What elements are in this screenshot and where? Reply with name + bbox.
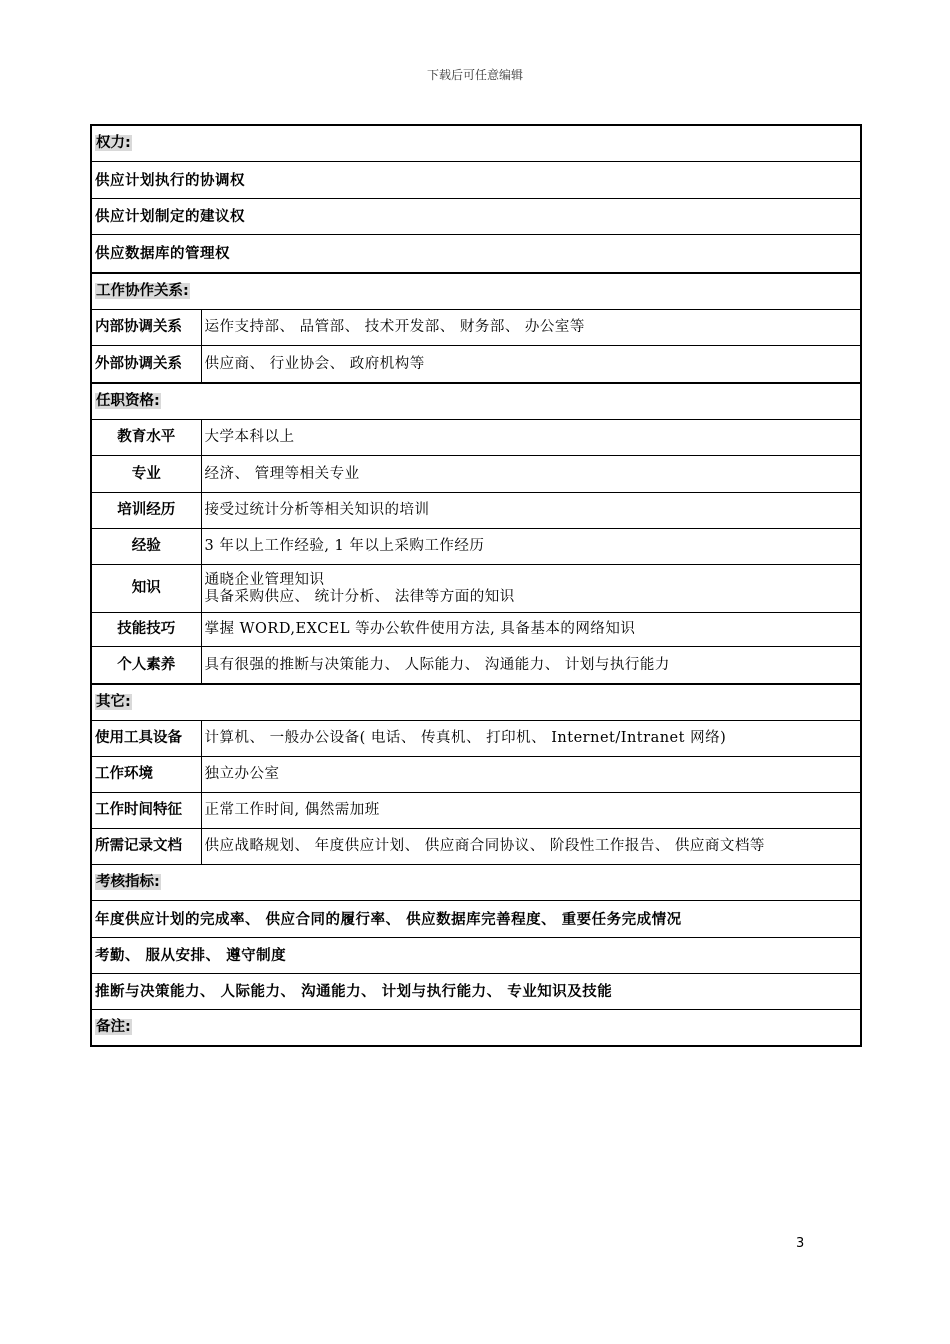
- records-label: 所需记录文档: [91, 829, 201, 865]
- table-row: [91, 721, 861, 757]
- table-row: [91, 757, 861, 793]
- major-value: 经济、 管理等相关专业: [201, 456, 861, 493]
- assessment-section-title: 考核指标:: [91, 865, 861, 901]
- page-number: 3: [796, 1236, 805, 1251]
- assessment-item-row: [91, 938, 861, 974]
- power-item: 供应计划制定的建议权: [91, 199, 861, 235]
- skills-label: 技能技巧: [91, 613, 201, 647]
- experience-value: 3 年以上工作经验, 1 年以上采购工作经历: [201, 529, 861, 565]
- relations-section-title: 工作协作关系:: [91, 273, 861, 310]
- power-item: 供应数据库的管理权: [91, 235, 861, 274]
- power-item-row: [91, 162, 861, 199]
- table-row: [91, 310, 861, 346]
- education-value: 大学本科以上: [201, 420, 861, 456]
- table-row: [91, 529, 861, 565]
- tools-label: 使用工具设备: [91, 721, 201, 757]
- table-row: [91, 456, 861, 493]
- assessment-item-row: [91, 974, 861, 1010]
- knowledge-label: 知识: [91, 565, 201, 613]
- power-item: 供应计划执行的协调权: [91, 162, 861, 199]
- internal-relations-label: 内部协调关系: [91, 310, 201, 346]
- assessment-item-row: [91, 901, 861, 938]
- table-row: [91, 565, 861, 613]
- power-section-row: [91, 125, 861, 162]
- relations-section-row: [91, 273, 861, 310]
- knowledge-line-1: 通晓企业管理知识: [204, 571, 325, 588]
- table-row: [91, 420, 861, 456]
- power-section-title: 权力:: [91, 125, 861, 162]
- other-section-row: [91, 684, 861, 721]
- assessment-section-row: [91, 865, 861, 901]
- table-row: [91, 493, 861, 529]
- table-row: [91, 346, 861, 384]
- education-label: 教育水平: [91, 420, 201, 456]
- external-relations-label: 外部协调关系: [91, 346, 201, 384]
- training-label: 培训经历: [91, 493, 201, 529]
- qualifications-section-title: 任职资格:: [91, 383, 861, 420]
- assessment-item: 考勤、 服从安排、 遵守制度: [91, 938, 861, 974]
- tools-value: 计算机、 一般办公设备( 电话、 传真机、 打印机、 Internet/Intranet 网络): [201, 721, 861, 757]
- assessment-item: 推断与决策能力、 人际能力、 沟通能力、 计划与执行能力、 专业知识及技能: [91, 974, 861, 1010]
- records-value: 供应战略规划、 年度供应计划、 供应商合同协议、 阶段性工作报告、 供应商文档等: [201, 829, 861, 865]
- page-header: 下载后可任意编辑: [426, 68, 523, 82]
- knowledge-line-2: 具备采购供应、 统计分析、 法律等方面的知识: [204, 588, 515, 605]
- power-item-row: [91, 235, 861, 274]
- job-description-table: [90, 124, 862, 1047]
- table-row: [91, 613, 861, 647]
- major-label: 专业: [91, 456, 201, 493]
- other-section-title: 其它:: [91, 684, 861, 721]
- skills-value: 掌握 WORD,EXCEL 等办公软件使用方法, 具备基本的网络知识: [201, 613, 861, 647]
- work-time-value: 正常工作时间, 偶然需加班: [201, 793, 861, 829]
- assessment-item: 年度供应计划的完成率、 供应合同的履行率、 供应数据库完善程度、 重要任务完成情况: [91, 901, 861, 938]
- qualifications-section-row: [91, 383, 861, 420]
- qualities-label: 个人素养: [91, 647, 201, 685]
- internal-relations-value: 运作支持部、 品管部、 技术开发部、 财务部、 办公室等: [201, 310, 861, 346]
- qualities-value: 具有很强的推断与决策能力、 人际能力、 沟通能力、 计划与执行能力: [201, 647, 861, 685]
- remarks-section-title: 备注:: [91, 1010, 861, 1047]
- external-relations-value: 供应商、 行业协会、 政府机构等: [201, 346, 861, 384]
- table-row: [91, 647, 861, 685]
- power-item-row: [91, 199, 861, 235]
- environment-label: 工作环境: [91, 757, 201, 793]
- knowledge-value: [201, 565, 861, 613]
- experience-label: 经验: [91, 529, 201, 565]
- work-time-label: 工作时间特征: [91, 793, 201, 829]
- table-row: [91, 829, 861, 865]
- table-row: [91, 793, 861, 829]
- training-value: 接受过统计分析等相关知识的培训: [201, 493, 861, 529]
- environment-value: 独立办公室: [201, 757, 861, 793]
- remarks-section-row: [91, 1010, 861, 1047]
